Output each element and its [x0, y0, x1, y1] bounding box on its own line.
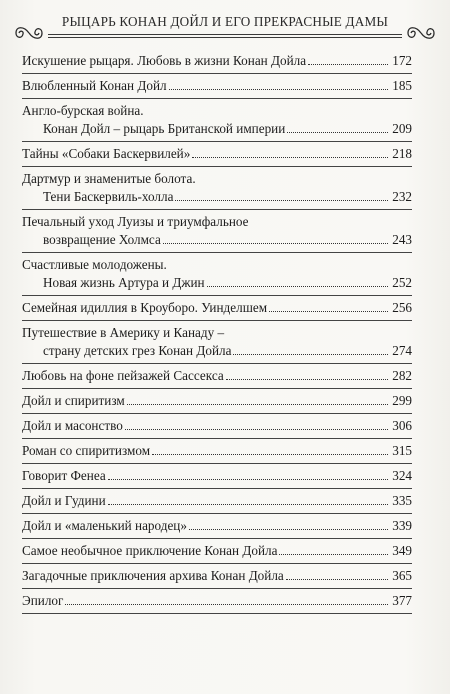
toc-entry-title: Загадочные приключения архива Конан Дойла — [22, 568, 284, 583]
entry-separator — [22, 320, 412, 321]
toc-entry-title: Тайны «Собаки Баскервилей» — [22, 146, 191, 161]
toc-page-number: 365 — [392, 568, 412, 583]
toc-entry — [22, 517, 412, 539]
toc-entry — [22, 492, 412, 514]
toc-page-number: 306 — [392, 418, 412, 433]
dot-leader — [279, 554, 388, 555]
toc-page-number: 274 — [392, 343, 412, 358]
toc-entry — [22, 392, 412, 414]
toc-entry-line — [22, 324, 412, 342]
toc-entry — [22, 77, 412, 99]
toc-entry-title: Дойл и «маленький народец» — [22, 518, 187, 533]
dot-leader — [125, 429, 388, 430]
toc-entry-title: Влюбленный Конан Дойл — [22, 78, 167, 93]
dot-leader — [65, 604, 388, 605]
toc-entry — [22, 567, 412, 589]
dot-leader — [189, 529, 388, 530]
toc-page-number: 299 — [392, 393, 412, 408]
header-title: РЫЦАРЬ КОНАН ДОЙЛ И ЕГО ПРЕКРАСНЫЕ ДАМЫ — [61, 14, 389, 29]
dot-leader — [286, 579, 388, 580]
toc-entry — [22, 367, 412, 389]
toc-entry-title: Тени Баскервиль-холла — [43, 189, 174, 204]
toc-entry — [22, 442, 412, 464]
toc-page-number: 252 — [392, 275, 412, 290]
entry-separator — [22, 413, 412, 414]
toc-entry — [22, 145, 412, 167]
toc-entry — [22, 542, 412, 564]
toc-page-number: 185 — [392, 78, 412, 93]
toc-entry-line — [22, 542, 412, 560]
toc-entry-line — [22, 120, 412, 138]
dot-leader — [108, 504, 388, 505]
entry-separator — [22, 295, 412, 296]
toc-page-number: 218 — [392, 146, 412, 161]
entry-separator — [22, 563, 412, 564]
dot-leader — [192, 157, 388, 158]
toc-entry-title: Семейная идиллия в Кроуборо. Уинделшем — [22, 300, 268, 315]
dot-leader — [127, 404, 388, 405]
dot-leader — [207, 286, 388, 287]
entry-separator — [22, 463, 412, 464]
toc-entry-title: Самое необычное приключение Конан Дойла — [22, 543, 278, 558]
scroll-ornament-icon — [404, 22, 438, 44]
dot-leader — [233, 354, 388, 355]
dot-leader — [169, 89, 388, 90]
toc-entry-title: Роман со спиритизмом — [22, 443, 151, 458]
toc-entry-line — [22, 492, 412, 510]
dot-leader — [175, 200, 388, 201]
toc-entry — [22, 592, 412, 614]
toc-entry-title: Англо-бурская война. — [22, 103, 144, 118]
toc-entry-line — [22, 274, 412, 292]
toc-entry — [22, 467, 412, 489]
toc-entry-line — [22, 567, 412, 585]
toc-page-number: 335 — [392, 493, 412, 508]
toc-entry-line — [22, 367, 412, 385]
toc-entry-title: Путешествие в Америку и Канаду – — [22, 325, 225, 340]
toc-page-number: 243 — [392, 232, 412, 247]
entry-separator — [22, 363, 412, 364]
dot-leader — [226, 379, 388, 380]
header-rule — [48, 37, 402, 38]
dot-leader — [287, 132, 388, 133]
toc-page-number: 256 — [392, 300, 412, 315]
toc-page-number: 172 — [392, 53, 412, 68]
toc-entry-title: Дартмур и знаменитые болота. — [22, 171, 196, 186]
toc-entry — [22, 417, 412, 439]
toc-entry-title: Конан Дойл – рыцарь Британской империи — [43, 121, 286, 136]
entry-separator — [22, 73, 412, 74]
toc-entry-line — [22, 592, 412, 610]
toc-entry-line — [22, 256, 412, 274]
dot-leader — [308, 64, 388, 65]
toc-page-number: 349 — [392, 543, 412, 558]
toc-entry-line — [22, 170, 412, 188]
toc-entry-title: Счастливые молодожены. — [22, 257, 167, 272]
toc-entry — [22, 213, 412, 253]
toc-entry-line — [22, 299, 412, 317]
entry-separator — [22, 513, 412, 514]
entry-separator — [22, 538, 412, 539]
toc-entry-line — [22, 188, 412, 206]
running-header — [8, 8, 442, 52]
dot-leader — [152, 454, 388, 455]
toc-page-number: 339 — [392, 518, 412, 533]
toc-entry — [22, 170, 412, 210]
toc-entry — [22, 256, 412, 296]
entry-separator — [22, 209, 412, 210]
toc-entry-line — [22, 442, 412, 460]
toc-page-number: 315 — [392, 443, 412, 458]
dot-leader — [163, 243, 388, 244]
toc-page-number: 377 — [392, 593, 412, 608]
toc-page-number: 282 — [392, 368, 412, 383]
entry-separator — [22, 438, 412, 439]
toc-entry-line — [22, 145, 412, 163]
entry-separator — [22, 588, 412, 589]
toc-entry-title: Дойл и Гудини — [22, 493, 106, 508]
toc-entry-line — [22, 467, 412, 485]
toc-entry-title: страну детских грез Конан Дойла — [43, 343, 232, 358]
entry-separator — [22, 252, 412, 253]
toc-page-number: 324 — [392, 468, 412, 483]
toc-entry-line — [22, 517, 412, 535]
toc-entry-title: Печальный уход Луизы и триумфальное — [22, 214, 249, 229]
entry-separator — [22, 98, 412, 99]
table-of-contents — [22, 52, 412, 617]
entry-separator — [22, 613, 412, 614]
header-rule — [48, 34, 402, 35]
toc-entry-line — [22, 52, 412, 70]
dot-leader — [269, 311, 388, 312]
toc-entry — [22, 52, 412, 74]
toc-entry-line — [22, 231, 412, 249]
toc-entry-title: Новая жизнь Артура и Джин — [43, 275, 205, 290]
toc-entry-line — [22, 417, 412, 435]
entry-separator — [22, 388, 412, 389]
dot-leader — [108, 479, 388, 480]
toc-entry — [22, 299, 412, 321]
toc-entry-title: Искушение рыцаря. Любовь в жизни Конан Дойла — [22, 53, 307, 68]
toc-entry-title: Дойл и спиритизм — [22, 393, 125, 408]
toc-entry-line — [22, 213, 412, 231]
toc-entry-line — [22, 102, 412, 120]
toc-entry-line — [22, 392, 412, 410]
toc-entry-title: возвращение Холмса — [43, 232, 161, 247]
toc-entry-title: Дойл и масонство — [22, 418, 123, 433]
entry-separator — [22, 488, 412, 489]
toc-entry-title: Эпилог — [22, 593, 64, 608]
toc-page-number: 209 — [392, 121, 412, 136]
toc-entry — [22, 324, 412, 364]
toc-entry-title: Любовь на фоне пейзажей Сассекса — [22, 368, 224, 383]
toc-page-number: 232 — [392, 189, 412, 204]
toc-entry — [22, 102, 412, 142]
toc-entry-line — [22, 342, 412, 360]
toc-entry-line — [22, 77, 412, 95]
entry-separator — [22, 166, 412, 167]
toc-entry-title: Говорит Фенеа — [22, 468, 106, 483]
entry-separator — [22, 141, 412, 142]
